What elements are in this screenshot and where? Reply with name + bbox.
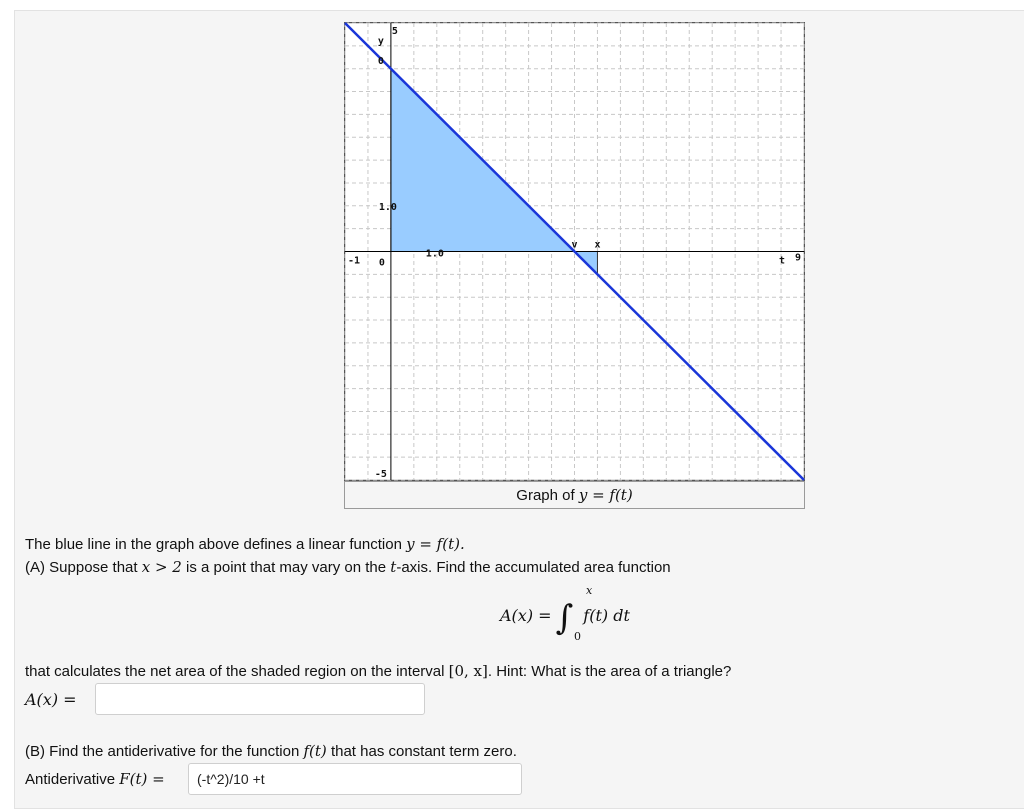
ax-answer-input[interactable] xyxy=(95,683,425,715)
net-area-prefix: that calculates the net area of the shaded region on the interval xyxy=(25,663,449,680)
part-b-text xyxy=(25,742,517,760)
net-area-interval: [0, x] xyxy=(448,662,488,680)
intro-text xyxy=(25,535,465,553)
integral-sign: ∫ xyxy=(555,598,574,638)
intro-label: The blue line in the graph above defines a linear function xyxy=(25,536,407,553)
ax-label: A(x) = xyxy=(25,690,77,709)
part-b-prefix: (B) Find the antiderivative for the function xyxy=(25,743,304,760)
formula-lhs: A(x) = xyxy=(500,606,552,625)
y-axis-zero-label: 0 xyxy=(377,56,384,67)
formula-integrand: f(t) dt xyxy=(583,606,630,625)
y-axis-var-label: y xyxy=(377,36,384,47)
v-marker-label: v xyxy=(571,239,578,251)
anti-label-math: F(t) = xyxy=(119,770,165,788)
x-one-label: 1.0 xyxy=(425,248,444,260)
part-a-suffix: -axis. Find the accumulated area function xyxy=(396,559,671,576)
caption-math: y = f(t) xyxy=(578,486,633,504)
area-formula xyxy=(500,584,630,643)
ax-answer-label xyxy=(25,690,77,710)
x-min-label: -1 xyxy=(348,255,361,267)
part-b-suffix: that has constant term zero. xyxy=(326,743,517,760)
graph-figure xyxy=(344,22,805,509)
part-a-mid: is a point that may vary on the xyxy=(181,559,391,576)
antiderivative-input[interactable] xyxy=(188,763,522,795)
x-axis-var-label: t xyxy=(779,255,786,267)
part-a-text xyxy=(25,558,671,576)
integral-lower-limit: 0 xyxy=(574,630,581,643)
x-marker-label: x xyxy=(594,239,601,251)
part-a-math-t: t xyxy=(390,558,397,576)
part-a-prefix: (A) Suppose that xyxy=(25,559,142,576)
y-one-label: 1.0 xyxy=(378,201,397,213)
x-max-label: 9 xyxy=(795,252,802,264)
anti-label-text: Antiderivative xyxy=(25,771,120,788)
y-max-label: 5 xyxy=(391,26,398,37)
net-area-text xyxy=(25,662,731,680)
graph-plot xyxy=(344,22,805,481)
part-b-math: f(t) xyxy=(303,742,327,760)
antiderivative-label xyxy=(25,770,165,788)
y-min-label: -5 xyxy=(374,469,387,480)
caption-text: Graph of xyxy=(516,487,579,504)
origin-label: 0 xyxy=(378,257,385,269)
net-area-hint: . Hint: What is the area of a triangle? xyxy=(487,663,732,680)
integral-upper-limit: x xyxy=(586,584,593,597)
part-a-math-x: x > 2 xyxy=(141,558,182,576)
intro-math: y = f(t). xyxy=(406,535,465,553)
graph-caption xyxy=(344,481,805,509)
